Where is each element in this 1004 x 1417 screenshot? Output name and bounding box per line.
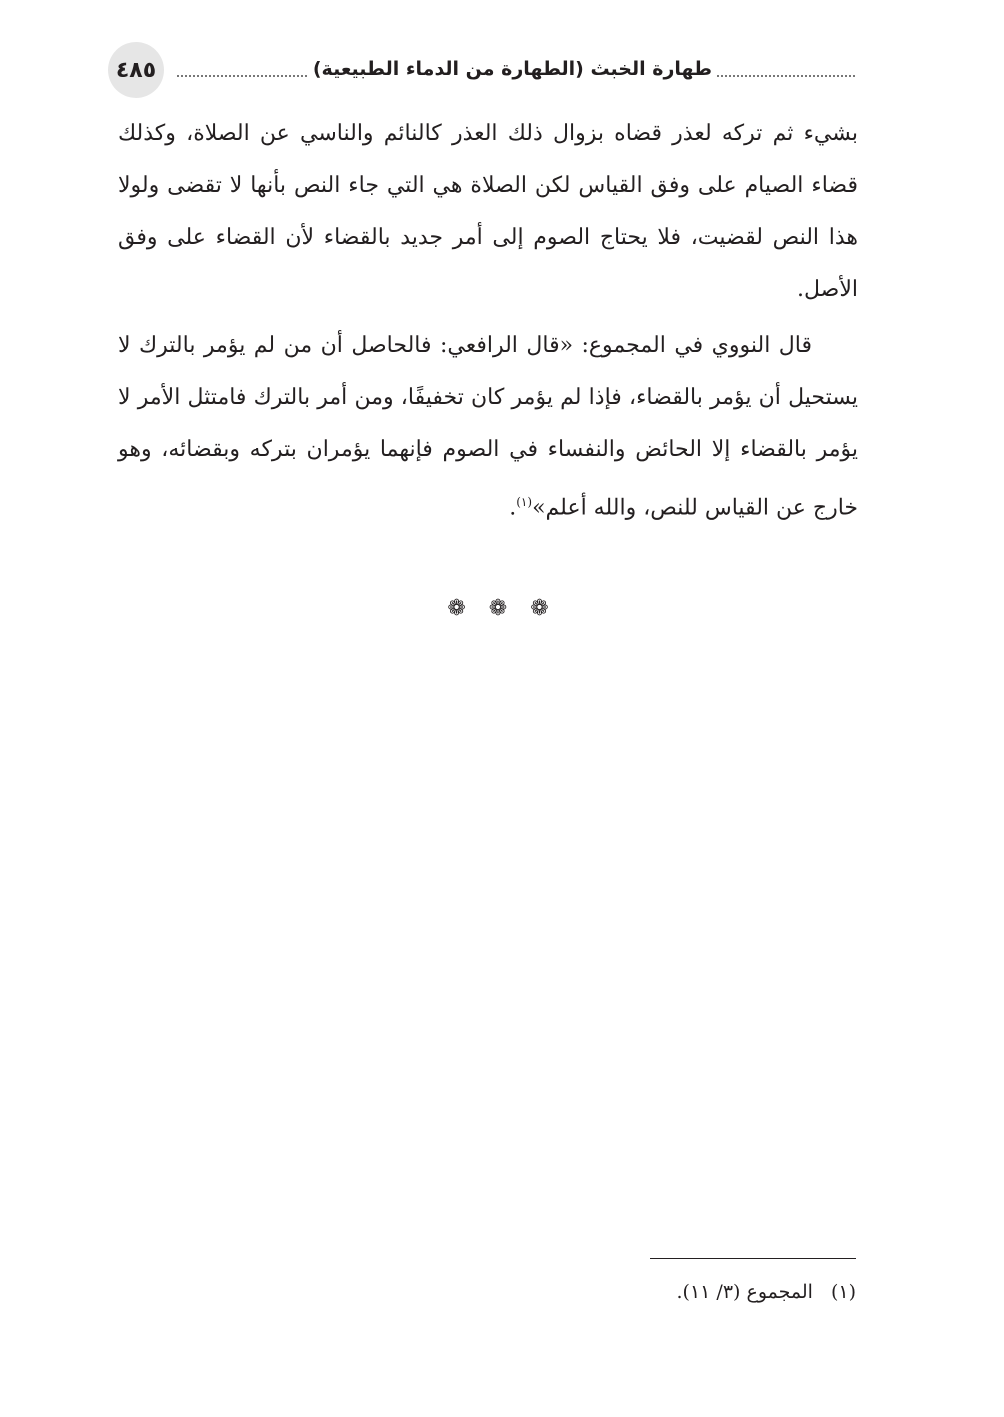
body-paragraph-2-text: قال النووي في المجموع: «قال الرافعي: فالحاصل أن من لم يؤمر بالترك لا يستحيل أن يؤمر بالقضاء، فإذا لم يؤمر كان تخفيفًا، ومن أمر بالترك فامتثل الأمر لا يؤمر بالقضاء إلا الحائض والنفساء في الصوم فإنهما يؤمران بتركه وبقضائه، وهو خارج عن القياس للنص، والله أعلم» bbox=[118, 333, 858, 521]
flower-ornament-icon: ❁ bbox=[447, 596, 474, 621]
body-paragraph-2-end: . bbox=[509, 495, 517, 521]
footnote bbox=[500, 1276, 856, 1308]
flower-ornament-icon: ❁ bbox=[530, 596, 557, 621]
footnote-text: المجموع (٣/ ١١). bbox=[676, 1281, 813, 1303]
page-number: ٤٨٥ bbox=[108, 42, 164, 98]
running-header-title: طهارة الخبث (الطهارة من الدماء الطبيعية) bbox=[312, 58, 712, 80]
body-paragraph-1-text: بشيء ثم تركه لعذر قضاه بزوال ذلك العذر كالنائم والناسي عن الصلاة، وكذلك قضاء الصيام على وفق القياس لكن الصلاة هي التي جاء النص بأنها لا تقضى ولولا هذا النص لقضيت، فلا يحتاج الصوم إلى أمر جديد بالقضاء لأن القضاء على وفق الأصل. bbox=[118, 121, 858, 302]
header-leader-dots-right bbox=[716, 75, 856, 77]
footnote-separator bbox=[650, 1258, 856, 1259]
body-paragraph-1 bbox=[118, 108, 858, 316]
body-paragraph-2 bbox=[118, 320, 858, 534]
running-header bbox=[176, 52, 856, 86]
header-leader-dots-left bbox=[176, 75, 309, 77]
footnote-reference: (١) bbox=[516, 495, 533, 509]
flower-ornament-icon: ❁ bbox=[488, 596, 516, 621]
section-divider-ornaments bbox=[0, 596, 1004, 621]
footnote-number: (١) bbox=[830, 1281, 856, 1303]
